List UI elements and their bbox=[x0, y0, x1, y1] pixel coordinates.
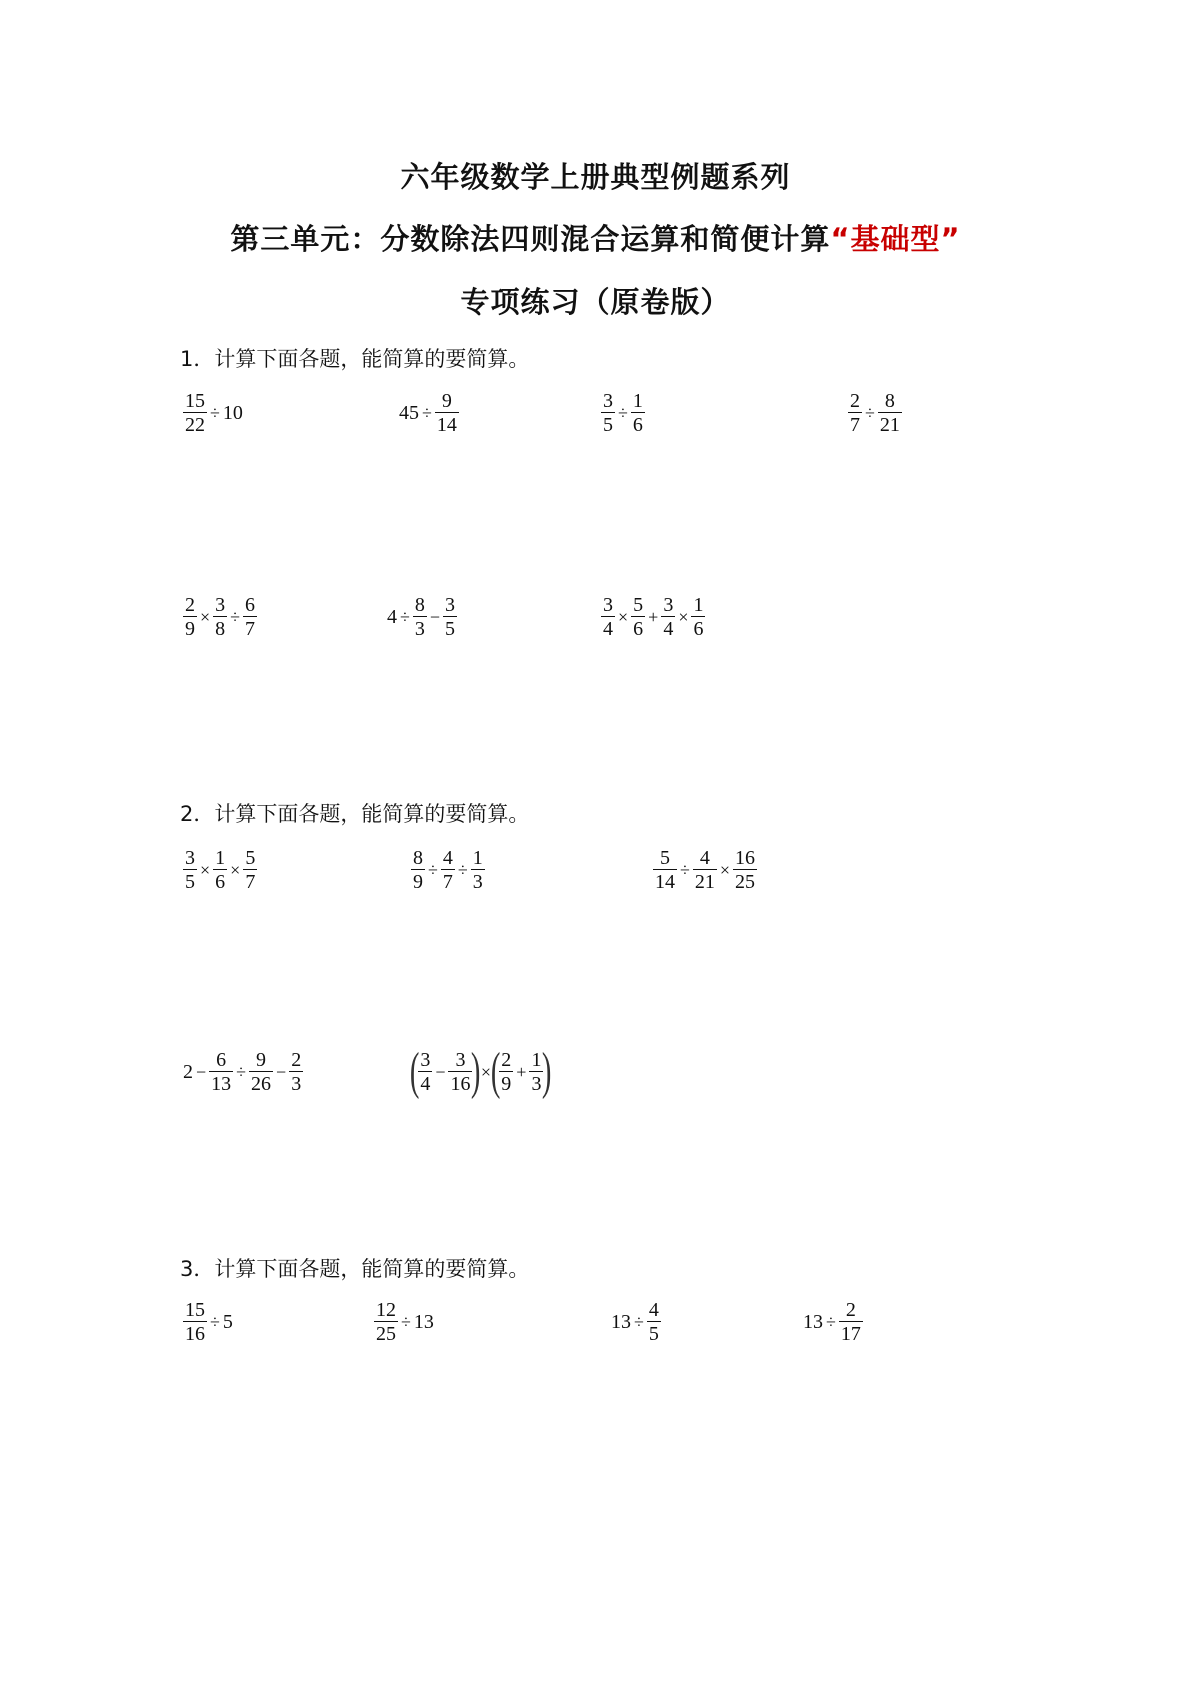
integer: 13 bbox=[803, 1310, 823, 1333]
operator: ÷ bbox=[865, 402, 875, 423]
question-2-heading: 2．计算下面各题，能简算的要简算。 bbox=[180, 802, 530, 826]
operator: × bbox=[230, 859, 241, 880]
operator: × bbox=[200, 859, 211, 880]
operator: − bbox=[429, 606, 441, 627]
fraction: $\frac{3}{4}$ bbox=[663, 593, 674, 640]
integer: 13 bbox=[413, 1310, 434, 1333]
fraction: $\frac{3}{16}$ bbox=[450, 1048, 471, 1095]
fraction: $\frac{3}{4}$ bbox=[603, 593, 613, 640]
fraction: $\frac{6}{13}$ bbox=[211, 1048, 232, 1095]
expression bbox=[182, 1042, 304, 1102]
parenthesis: ( bbox=[409, 1043, 420, 1100]
integer: 13 bbox=[611, 1310, 631, 1333]
operator: × bbox=[480, 1061, 491, 1082]
operator: ÷ bbox=[428, 859, 438, 880]
fraction: $\frac{8}{3}$ bbox=[414, 593, 425, 640]
fraction: $\frac{6}{7}$ bbox=[245, 593, 256, 640]
expression bbox=[182, 840, 258, 900]
operator: ÷ bbox=[401, 1311, 411, 1332]
operator: ÷ bbox=[210, 402, 220, 423]
fraction: $\frac{4}{7}$ bbox=[442, 846, 453, 893]
operator: + bbox=[648, 606, 659, 627]
operator: ÷ bbox=[457, 859, 468, 880]
fraction: $\frac{5}{14}$ bbox=[655, 846, 675, 893]
parenthesis: ) bbox=[542, 1043, 552, 1100]
operator: × bbox=[200, 606, 211, 627]
expression bbox=[409, 1042, 552, 1102]
integer: 2 bbox=[183, 1060, 193, 1083]
document-title bbox=[0, 155, 1191, 196]
operator: ÷ bbox=[236, 1061, 247, 1082]
operator: ÷ bbox=[230, 606, 241, 627]
title-line-2: 第三单元：分数除法四则混合运算和简便计算 bbox=[230, 222, 831, 256]
fraction: $\frac{8}{21}$ bbox=[879, 389, 900, 436]
parenthesis: ) bbox=[471, 1043, 481, 1100]
expression bbox=[652, 840, 758, 900]
expression bbox=[610, 1292, 662, 1352]
fraction: $\frac{1}{6}$ bbox=[632, 389, 643, 436]
fraction: $\frac{3}{8}$ bbox=[215, 593, 226, 640]
fraction: $\frac{3}{5}$ bbox=[445, 593, 456, 640]
fraction: $\frac{3}{5}$ bbox=[603, 389, 613, 436]
question-3-heading: 3．计算下面各题，能简算的要简算。 bbox=[180, 1257, 530, 1281]
expression bbox=[847, 383, 903, 443]
operator: ÷ bbox=[400, 606, 410, 627]
expression bbox=[182, 1292, 234, 1352]
operator: ÷ bbox=[680, 859, 690, 880]
expression bbox=[398, 383, 460, 443]
operator: ÷ bbox=[826, 1311, 836, 1332]
expression bbox=[182, 587, 258, 647]
fraction: $\frac{12}{25}$ bbox=[376, 1298, 396, 1345]
fraction: $\frac{4}{5}$ bbox=[648, 1298, 659, 1345]
integer: 5 bbox=[222, 1310, 233, 1333]
fraction: $\frac{1}{6}$ bbox=[215, 846, 226, 893]
operator: × bbox=[719, 859, 731, 880]
integer: 4 bbox=[387, 605, 397, 628]
fraction: $\frac{9}{26}$ bbox=[251, 1048, 272, 1095]
fraction: $\frac{4}{21}$ bbox=[694, 846, 715, 893]
expression bbox=[802, 1292, 864, 1352]
expression bbox=[410, 840, 486, 900]
integer: 45 bbox=[399, 401, 419, 424]
fraction: $\frac{8}{9}$ bbox=[413, 846, 423, 893]
fraction: $\frac{3}{4}$ bbox=[420, 1048, 431, 1095]
operator: ÷ bbox=[210, 1311, 220, 1332]
title-line-1: 六年级数学上册典型例题系列 bbox=[400, 160, 791, 194]
integer: 10 bbox=[222, 401, 243, 424]
fraction: $\frac{2}{9}$ bbox=[185, 593, 195, 640]
fraction: $\frac{2}{9}$ bbox=[501, 1048, 512, 1095]
unit-title bbox=[0, 217, 1191, 258]
expression bbox=[386, 587, 458, 647]
fraction: $\frac{3}{5}$ bbox=[185, 846, 195, 893]
fraction: $\frac{1}{3}$ bbox=[472, 846, 483, 893]
expression bbox=[600, 383, 646, 443]
fraction: $\frac{2}{17}$ bbox=[840, 1298, 861, 1345]
title-line-3: 专项练习（原卷版） bbox=[460, 285, 731, 319]
fraction: $\frac{1}{3}$ bbox=[531, 1048, 542, 1095]
operator: ÷ bbox=[422, 402, 432, 423]
expression bbox=[182, 383, 244, 443]
fraction: $\frac{5}{7}$ bbox=[245, 846, 256, 893]
title-highlight: “基础型” bbox=[830, 222, 961, 256]
question-1-heading: 1．计算下面各题，能简算的要简算。 bbox=[180, 347, 530, 371]
fraction: $\frac{15}{22}$ bbox=[185, 389, 205, 436]
fraction: $\frac{5}{6}$ bbox=[633, 593, 644, 640]
fraction: $\frac{2}{3}$ bbox=[291, 1048, 302, 1095]
parenthesis: ( bbox=[490, 1043, 501, 1100]
fraction: $\frac{9}{14}$ bbox=[436, 389, 457, 436]
subtitle bbox=[0, 280, 1191, 321]
operator: ÷ bbox=[634, 1311, 644, 1332]
operator: − bbox=[276, 1061, 287, 1082]
operator: + bbox=[516, 1061, 527, 1082]
expression bbox=[373, 1292, 435, 1352]
operator: × bbox=[678, 606, 689, 627]
operator: − bbox=[435, 1061, 446, 1082]
operator: − bbox=[196, 1061, 207, 1082]
fraction: $\frac{16}{25}$ bbox=[735, 846, 756, 893]
fraction: $\frac{15}{16}$ bbox=[185, 1298, 205, 1345]
expression bbox=[600, 587, 706, 647]
fraction: $\frac{1}{6}$ bbox=[693, 593, 704, 640]
operator: × bbox=[618, 606, 629, 627]
operator: ÷ bbox=[618, 402, 628, 423]
fraction: $\frac{2}{7}$ bbox=[850, 389, 860, 436]
